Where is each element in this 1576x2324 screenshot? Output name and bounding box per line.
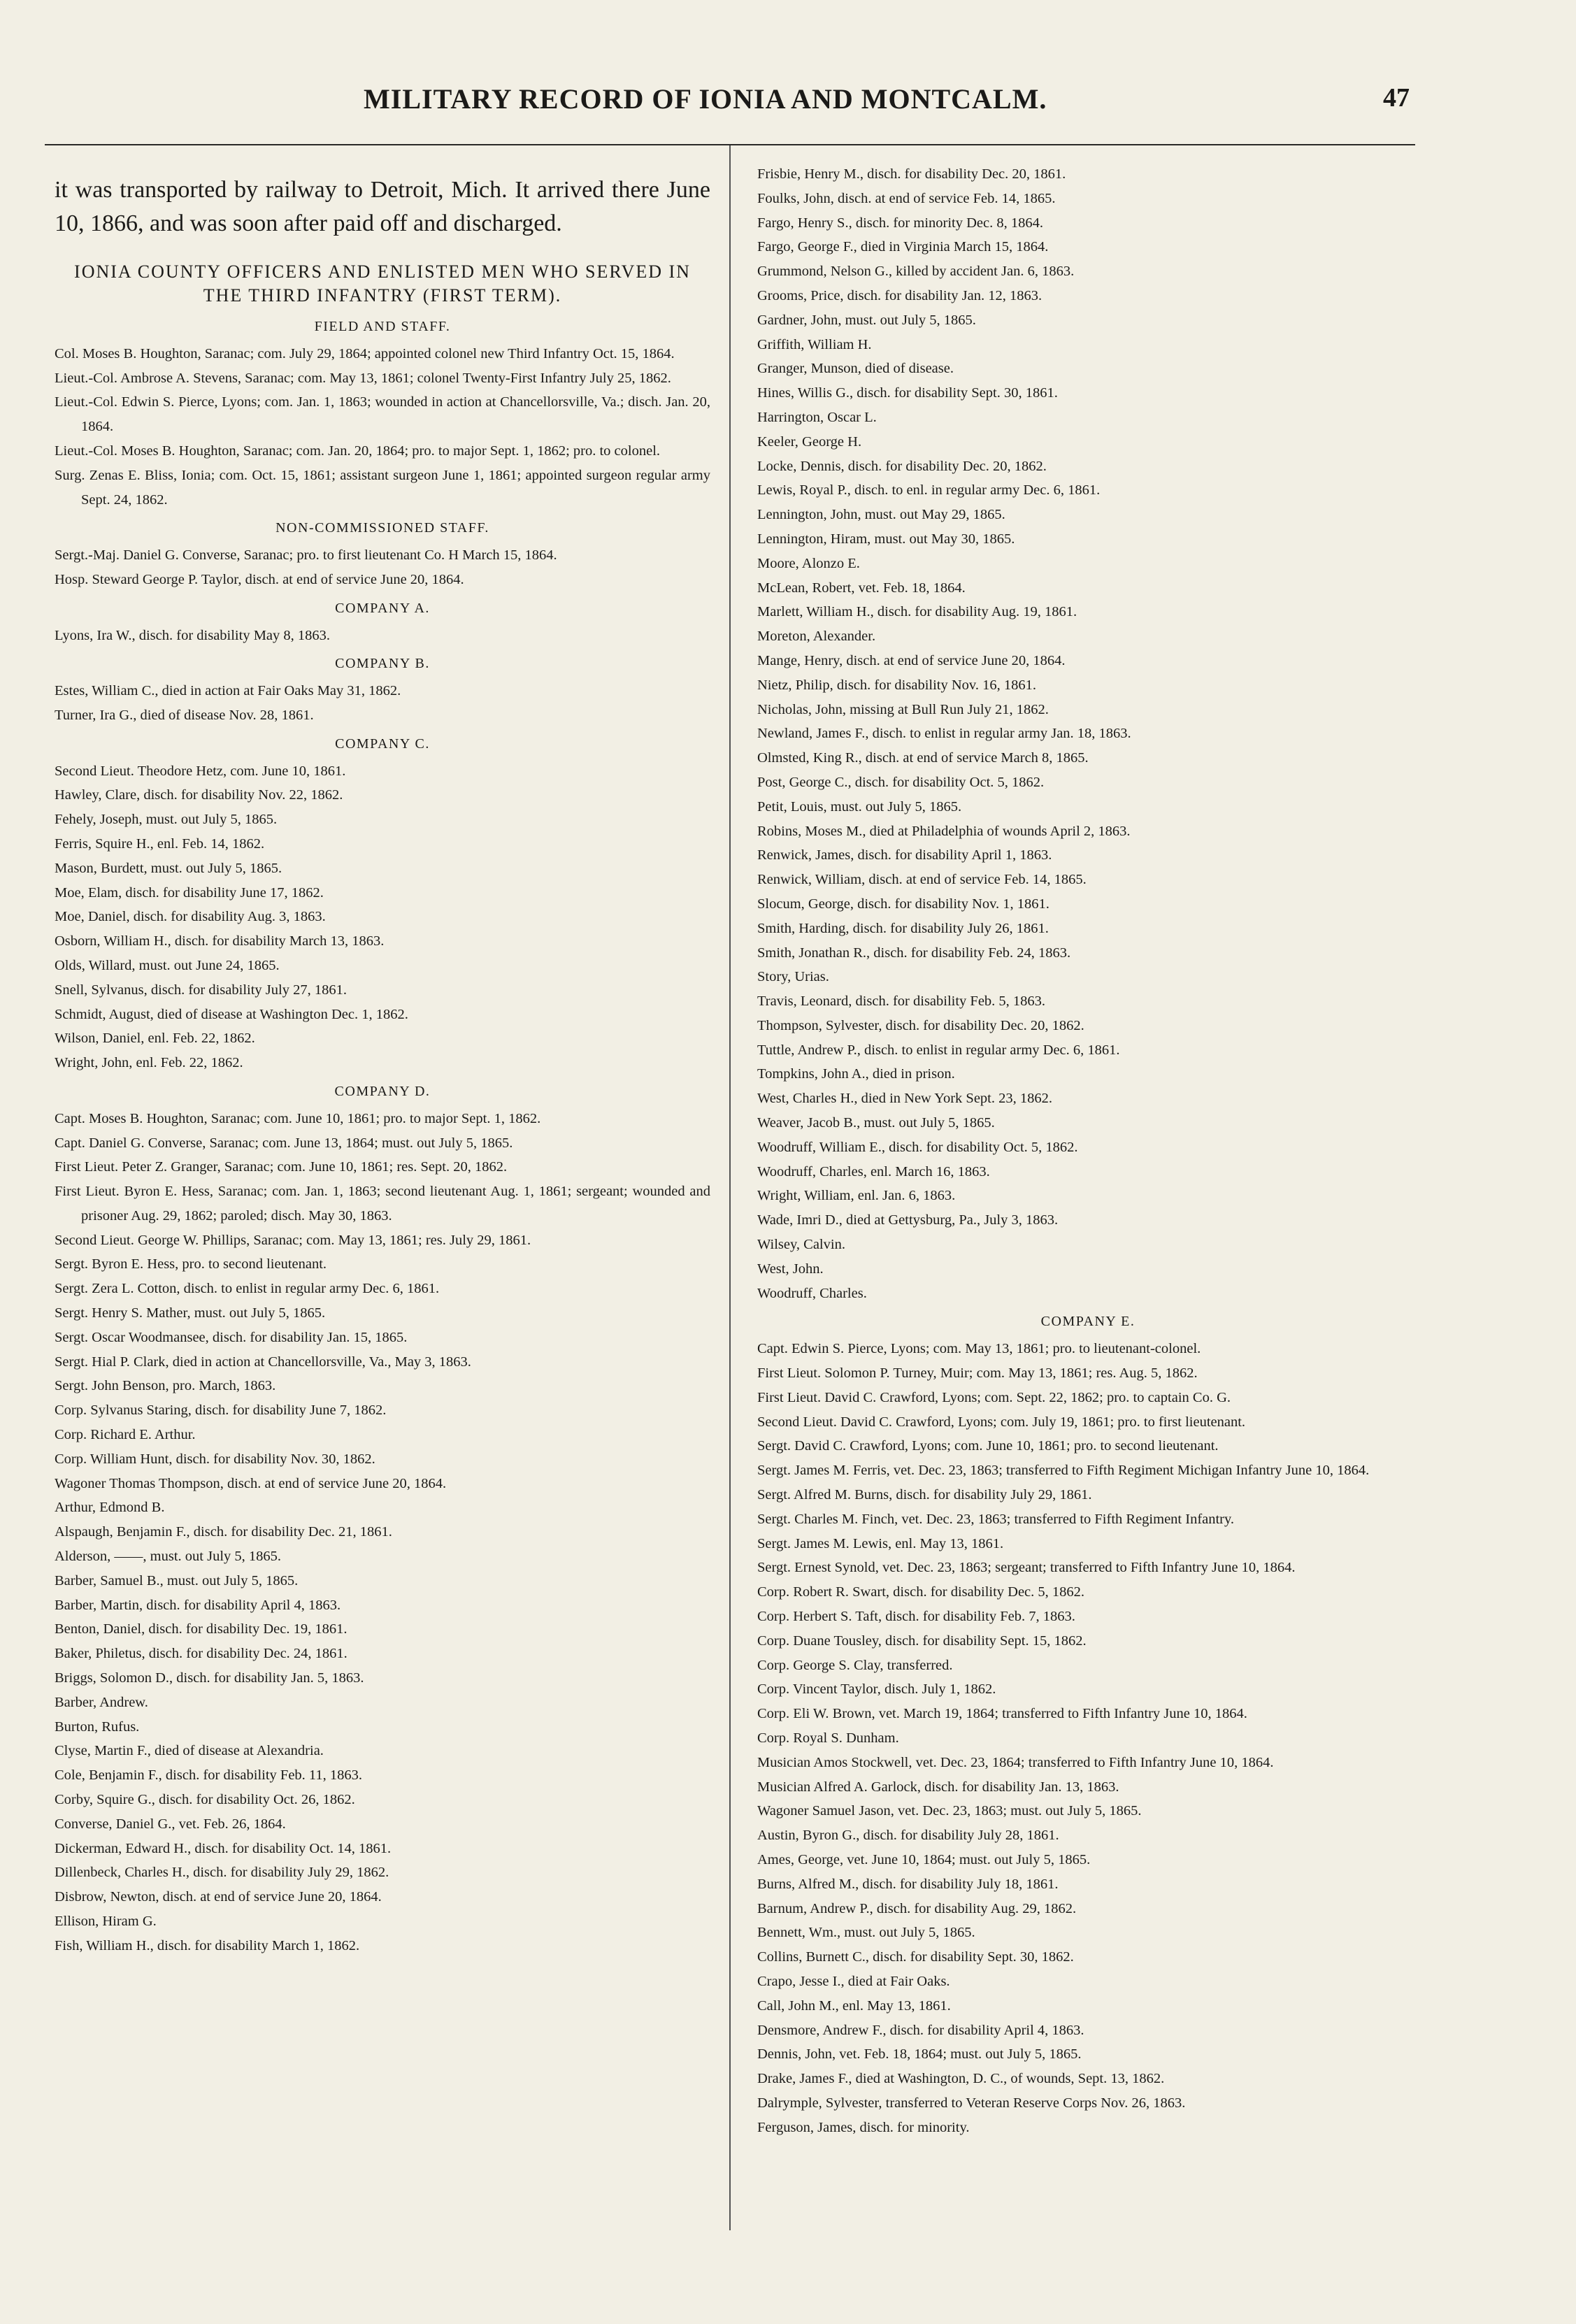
left-column [55,162,710,1958]
roster-entry: Story, Urias. [757,969,829,985]
roster-entry: Granger, Munson, died of disease. [757,361,954,377]
company-heading: COMPANY E. [1040,1314,1136,1330]
roster-entry: Estes, William C., died in action at Fair Oaks May 31, 1862. [55,683,401,699]
roster-entry: Dillenbeck, Charles H., disch. for disability July 29, 1862. [55,1865,389,1881]
roster-entry: Musician Amos Stockwell, vet. Dec. 23, 1864; transferred to Fifth Infantry June 10, 1864. [757,1754,1274,1770]
roster-entry: Austin, Byron G., disch. for disability July 28, 1861. [757,1828,1059,1844]
roster-entry: Briggs, Solomon D., disch. for disability Jan. 5, 1863. [55,1670,364,1686]
roster-entry: Burton, Rufus. [55,1719,140,1735]
roster-entry: Corp. Herbert S. Taft, disch. for disability Feb. 7, 1863. [757,1609,1075,1625]
roster-entry: Barber, Samuel B., must. out July 5, 1865. [55,1572,299,1588]
roster-entry: Capt. Moses B. Houghton, Saranac; com. June 10, 1861; pro. to major Sept. 1, 1862. [55,1110,541,1126]
roster-entry: Corp. Robert R. Swart, disch. for disability Dec. 5, 1862. [757,1584,1085,1600]
roster-entry: Newland, James F., disch. to enlist in regular army Jan. 18, 1863. [757,726,1131,742]
roster-entry: Second Lieut. David C. Crawford, Lyons; com. July 19, 1861; pro. to first lieutenant. [757,1414,1246,1430]
roster-entry: Sergt. Byron E. Hess, pro. to second lieutenant. [55,1256,327,1272]
right-column [757,162,1419,2140]
roster-entry: Crapo, Jesse I., died at Fair Oaks. [757,1973,950,1989]
roster-entry: Alderson, ——, must. out July 5, 1865. [55,1549,282,1565]
roster-entry: Ferris, Squire H., enl. Feb. 14, 1862. [55,835,265,852]
roster-entry: Slocum, George, disch. for disability Nov. 1, 1861. [757,896,1050,912]
roster-entry: Corby, Squire G., disch. for disability Oct. 26, 1862. [55,1792,355,1808]
roster-entry: Arthur, Edmond B. [55,1500,165,1516]
intro-paragraph: it was transported by railway to Detroit, Mich. It arrived there June 10, 1866, and was soon after paid off and discharged. [55,177,710,236]
roster-entry: Baker, Philetus, disch. for disability Dec. 24, 1861. [55,1646,348,1662]
roster-entry: Wright, John, enl. Feb. 22, 1862. [55,1055,243,1071]
roster-entry: Sergt. Hial P. Clark, died in action at Chancellorsville, Va., May 3, 1863. [55,1354,471,1370]
roster-entry: Corp. Royal S. Dunham. [757,1730,899,1746]
roster-entry: First Lieut. Byron E. Hess, Saranac; com. Jan. 1, 1863; second lieutenant Aug. 1, 1861; sergeant; wounded and prisoner Aug. 29, 1862; paroled; disch. May 30, 1863. [55,1184,710,1224]
roster-entry: Woodruff, Charles. [757,1285,867,1301]
roster-entry: Corp. Richard E. Arthur. [55,1427,196,1443]
roster-entry: Mange, Henry, disch. at end of service June 20, 1864. [757,652,1066,668]
roster-entry: Barnum, Andrew P., disch. for disability Aug. 29, 1862. [757,1900,1077,1916]
roster-entry: Musician Alfred A. Garlock, disch. for disability Jan. 13, 1863. [757,1779,1119,1795]
roster-entry: Post, George C., disch. for disability Oct. 5, 1862. [757,774,1045,790]
running-header [0,83,1576,124]
roster-entry: Sergt. Oscar Woodmansee, disch. for disability Jan. 15, 1865. [55,1329,408,1345]
company-d-continued-roster [757,162,1419,1305]
roster-entry: Bennett, Wm., must. out July 5, 1865. [757,1925,975,1941]
roster-entry: Sergt. David C. Crawford, Lyons; com. June 10, 1861; pro. to second lieutenant. [757,1438,1219,1454]
roster-entry: Dickerman, Edward H., disch. for disability Oct. 14, 1861. [55,1840,392,1856]
roster-entry: Wagoner Thomas Thompson, disch. at end of service June 20, 1864. [55,1475,447,1491]
roster-entry: Foulks, John, disch. at end of service Feb. 14, 1865. [757,190,1056,206]
roster-entry: Densmore, Andrew F., disch. for disability April 4, 1863. [757,2022,1084,2038]
roster-entry: Petit, Louis, must. out July 5, 1865. [757,798,962,815]
roster-entry: Sergt.-Maj. Daniel G. Converse, Saranac; pro. to first lieutenant Co. H March 15, 1864. [55,547,557,564]
company-e-roster [757,1337,1419,2139]
roster-entry: Ellison, Hiram G. [55,1914,157,1929]
roster-entry: Drake, James F., died at Washington, D. C., of wounds, Sept. 13, 1862. [757,2071,1165,2087]
roster-entry: Corp. William Hunt, disch. for disability Nov. 30, 1862. [55,1451,375,1467]
roster-entry: Collins, Burnett C., disch. for disability Sept. 30, 1862. [757,1949,1074,1965]
group-heading: NON-COMMISSIONED STAFF. [275,520,489,536]
roster-entry: Ferguson, James, disch. for minority. [757,2119,970,2135]
roster-entry: Thompson, Sylvester, disch. for disability Dec. 20, 1862. [757,1017,1084,1033]
roster-entry: Burns, Alfred M., disch. for disability July 18, 1861. [757,1876,1059,1892]
roster-entry: Nietz, Philip, disch. for disability Nov. 16, 1861. [757,677,1036,693]
column-divider [729,145,731,2230]
roster-entry: Lieut.-Col. Moses B. Houghton, Saranac; com. Jan. 20, 1864; pro. to major Sept. 1, 1862; pro. to colonel. [55,443,661,459]
roster-entry: Sergt. Charles M. Finch, vet. Dec. 23, 1863; transferred to Fifth Regiment Infantry. [757,1511,1235,1527]
roster-entry: Fehely, Joseph, must. out July 5, 1865. [55,812,278,828]
roster-entry: Smith, Harding, disch. for disability July 26, 1861. [757,920,1049,936]
roster-entry: Wilson, Daniel, enl. Feb. 22, 1862. [55,1031,255,1047]
roster-entry: Clyse, Martin F., died of disease at Alexandria. [55,1743,324,1759]
roster-entry: Lyons, Ira W., disch. for disability May 8, 1863. [55,627,331,643]
roster-entry: Sergt. Alfred M. Burns, disch. for disability July 29, 1861. [757,1487,1092,1503]
roster-entry: Griffith, William H. [757,336,872,352]
roster-entry: Locke, Dennis, disch. for disability Dec. 20, 1862. [757,458,1047,474]
roster-entry: Lieut.-Col. Edwin S. Pierce, Lyons; com. Jan. 1, 1863; wounded in action at Chancellorsville, Va.; disch. Jan. 20, 1864. [55,394,710,435]
roster-entry: Second Lieut. Theodore Hetz, com. June 10, 1861. [55,763,346,779]
left-roster [55,315,710,1958]
roster-entry: Surg. Zenas E. Bliss, Ionia; com. Oct. 15, 1861; assistant surgeon June 1, 1861; appointed surgeon regular army Sept. 24, 1862. [55,467,710,508]
roster-entry: Col. Moses B. Houghton, Saranac; com. July 29, 1864; appointed colonel new Third Infantry Oct. 15, 1864. [55,345,675,361]
roster-entry: Tompkins, John A., died in prison. [757,1066,955,1082]
roster-entry: Fish, William H., disch. for disability March 1, 1862. [55,1937,360,1953]
roster-entry: Corp. Vincent Taylor, disch. July 1, 1862. [757,1681,996,1698]
roster-entry: Barber, Andrew. [55,1694,148,1710]
roster-entry: Grummond, Nelson G., killed by accident Jan. 6, 1863. [757,264,1075,280]
group-heading: COMPANY D. [334,1083,431,1099]
page-running-title: MILITARY RECORD OF IONIA AND MONTCALM. [364,83,1047,115]
roster-entry: Fargo, George F., died in Virginia March 15, 1864. [757,239,1049,255]
roster-entry: Schmidt, August, died of disease at Washington Dec. 1, 1862. [55,1006,408,1022]
roster-entry: Moe, Daniel, disch. for disability Aug. 3, 1863. [55,909,326,925]
roster-entry: Converse, Daniel G., vet. Feb. 26, 1864. [55,1816,286,1832]
roster-entry: Travis, Leonard, disch. for disability Feb. 5, 1863. [757,994,1046,1010]
roster-entry: Sergt. John Benson, pro. March, 1863. [55,1378,276,1394]
roster-entry: Renwick, James, disch. for disability April 1, 1863. [757,847,1052,863]
roster-entry: Osborn, William H., disch. for disability March 13, 1863. [55,933,385,949]
roster-entry: Mason, Burdett, must. out July 5, 1865. [55,860,282,876]
roster-entry: Woodruff, William E., disch. for disability Oct. 5, 1862. [757,1139,1078,1155]
roster-entry: Olds, Willard, must. out June 24, 1865. [55,957,280,973]
roster-entry: Moreton, Alexander. [757,629,876,645]
roster-entry: Dalrymple, Sylvester, transferred to Veteran Reserve Corps Nov. 26, 1863. [757,2095,1186,2111]
roster-entry: Benton, Daniel, disch. for disability Dec. 19, 1861. [55,1621,348,1637]
roster-entry: Woodruff, Charles, enl. March 16, 1863. [757,1163,990,1179]
roster-entry: West, Charles H., died in New York Sept. 23, 1862. [757,1091,1052,1107]
roster-entry: Corp. Duane Tousley, disch. for disability Sept. 15, 1862. [757,1633,1087,1649]
roster-entry: Lennington, John, must. out May 29, 1865. [757,507,1005,523]
roster-entry: McLean, Robert, vet. Feb. 18, 1864. [757,580,966,596]
roster-entry: Fargo, Henry S., disch. for minority Dec. 8, 1864. [757,215,1043,231]
roster-entry: Alspaugh, Benjamin F., disch. for disability Dec. 21, 1861. [55,1524,392,1540]
roster-entry: Sergt. James M. Lewis, enl. May 13, 1861. [757,1535,1004,1551]
page-number: 47 [1383,83,1410,113]
roster-entry: Sergt. James M. Ferris, vet. Dec. 23, 1863; transferred to Fifth Regiment Michigan Infantry June 10, 1864. [757,1463,1370,1479]
roster-entry: Smith, Jonathan R., disch. for disability Feb. 24, 1863. [757,945,1071,961]
roster-entry: Turner, Ira G., died of disease Nov. 28, 1861. [55,707,314,723]
roster-entry: Harrington, Oscar L. [757,409,877,425]
roster-entry: Renwick, William, disch. at end of service Feb. 14, 1865. [757,872,1087,888]
roster-entry: Hosp. Steward George P. Taylor, disch. at end of service June 20, 1864. [55,571,464,587]
roster-entry: Moore, Alonzo E. [757,555,860,571]
roster-entry: Hines, Willis G., disch. for disability Sept. 30, 1861. [757,385,1058,401]
group-heading: FIELD AND STAFF. [314,319,451,334]
roster-entry: Wade, Imri D., died at Gettysburg, Pa., July 3, 1863. [757,1212,1059,1228]
roster-entry: Capt. Daniel G. Converse, Saranac; com. June 13, 1864; must. out July 5, 1865. [55,1135,513,1151]
roster-entry: Call, John M., enl. May 13, 1861. [757,1997,951,2014]
roster-entry: Second Lieut. George W. Phillips, Saranac; com. May 13, 1861; res. July 29, 1861. [55,1232,531,1248]
roster-entry: Snell, Sylvanus, disch. for disability July 27, 1861. [55,982,347,998]
group-heading: COMPANY C. [335,736,430,752]
roster-entry: Ames, George, vet. June 10, 1864; must. out July 5, 1865. [757,1851,1091,1867]
roster-entry: Capt. Edwin S. Pierce, Lyons; com. May 13, 1861; pro. to lieutenant-colonel. [757,1341,1201,1357]
group-heading: COMPANY A. [335,600,430,616]
roster-entry: Nicholas, John, missing at Bull Run July 21, 1862. [757,701,1049,717]
roster-entry: Gardner, John, must. out July 5, 1865. [757,312,976,328]
roster-entry: Olmsted, King R., disch. at end of service March 8, 1865. [757,750,1089,766]
roster-entry: Lennington, Hiram, must. out May 30, 1865. [757,531,1015,547]
section-title: IONIA COUNTY OFFICERS AND ENLISTED MEN WHO SERVED IN THE THIRD INFANTRY (FIRST TERM). [74,261,691,306]
roster-entry: Wright, William, enl. Jan. 6, 1863. [757,1188,956,1204]
roster-entry: Moe, Elam, disch. for disability June 17, 1862. [55,884,324,901]
roster-entry: Corp. George S. Clay, transferred. [757,1657,953,1673]
group-heading: COMPANY B. [335,656,430,672]
roster-entry: First Lieut. Peter Z. Granger, Saranac; com. June 10, 1861; res. Sept. 20, 1862. [55,1159,508,1175]
roster-entry: Frisbie, Henry M., disch. for disability Dec. 20, 1861. [757,166,1066,182]
roster-entry: Sergt. Ernest Synold, vet. Dec. 23, 1863; sergeant; transferred to Fifth Infantry June 10, 1864. [757,1560,1296,1576]
roster-entry: Disbrow, Newton, disch. at end of service June 20, 1864. [55,1889,382,1905]
roster-entry: Wilsey, Calvin. [757,1237,845,1253]
roster-entry: Keeler, George H. [757,433,862,450]
roster-entry: Hawley, Clare, disch. for disability Nov. 22, 1862. [55,787,343,803]
roster-entry: Grooms, Price, disch. for disability Jan. 12, 1863. [757,287,1043,303]
roster-entry: Wagoner Samuel Jason, vet. Dec. 23, 1863; must. out July 5, 1865. [757,1803,1142,1819]
roster-entry: Lieut.-Col. Ambrose A. Stevens, Saranac; com. May 13, 1861; colonel Twenty-First Infantry July 25, 1862. [55,370,671,386]
roster-entry: Robins, Moses M., died at Philadelphia of wounds April 2, 1863. [757,823,1131,839]
roster-entry: Lewis, Royal P., disch. to enl. in regular army Dec. 6, 1861. [757,482,1101,498]
roster-entry: Barber, Martin, disch. for disability April 4, 1863. [55,1597,341,1613]
roster-entry: Marlett, William H., disch. for disability Aug. 19, 1861. [757,604,1077,620]
roster-entry: First Lieut. David C. Crawford, Lyons; com. Sept. 22, 1862; pro. to captain Co. G. [757,1389,1231,1405]
roster-entry: Tuttle, Andrew P., disch. to enlist in regular army Dec. 6, 1861. [757,1042,1120,1058]
roster-entry: West, John. [757,1261,824,1277]
roster-entry: Dennis, John, vet. Feb. 18, 1864; must. out July 5, 1865. [757,2046,1082,2063]
roster-entry: Cole, Benjamin F., disch. for disability Feb. 11, 1863. [55,1767,363,1784]
roster-entry: First Lieut. Solomon P. Turney, Muir; com. May 13, 1861; res. Aug. 5, 1862. [757,1365,1198,1382]
roster-entry: Sergt. Zera L. Cotton, disch. to enlist in regular army Dec. 6, 1861. [55,1281,440,1297]
roster-entry: Corp. Sylvanus Staring, disch. for disability June 7, 1862. [55,1403,387,1419]
roster-entry: Sergt. Henry S. Mather, must. out July 5, 1865. [55,1305,326,1321]
roster-entry: Weaver, Jacob B., must. out July 5, 1865. [757,1115,995,1131]
roster-entry: Corp. Eli W. Brown, vet. March 19, 1864; transferred to Fifth Infantry June 10, 1864. [757,1706,1247,1722]
